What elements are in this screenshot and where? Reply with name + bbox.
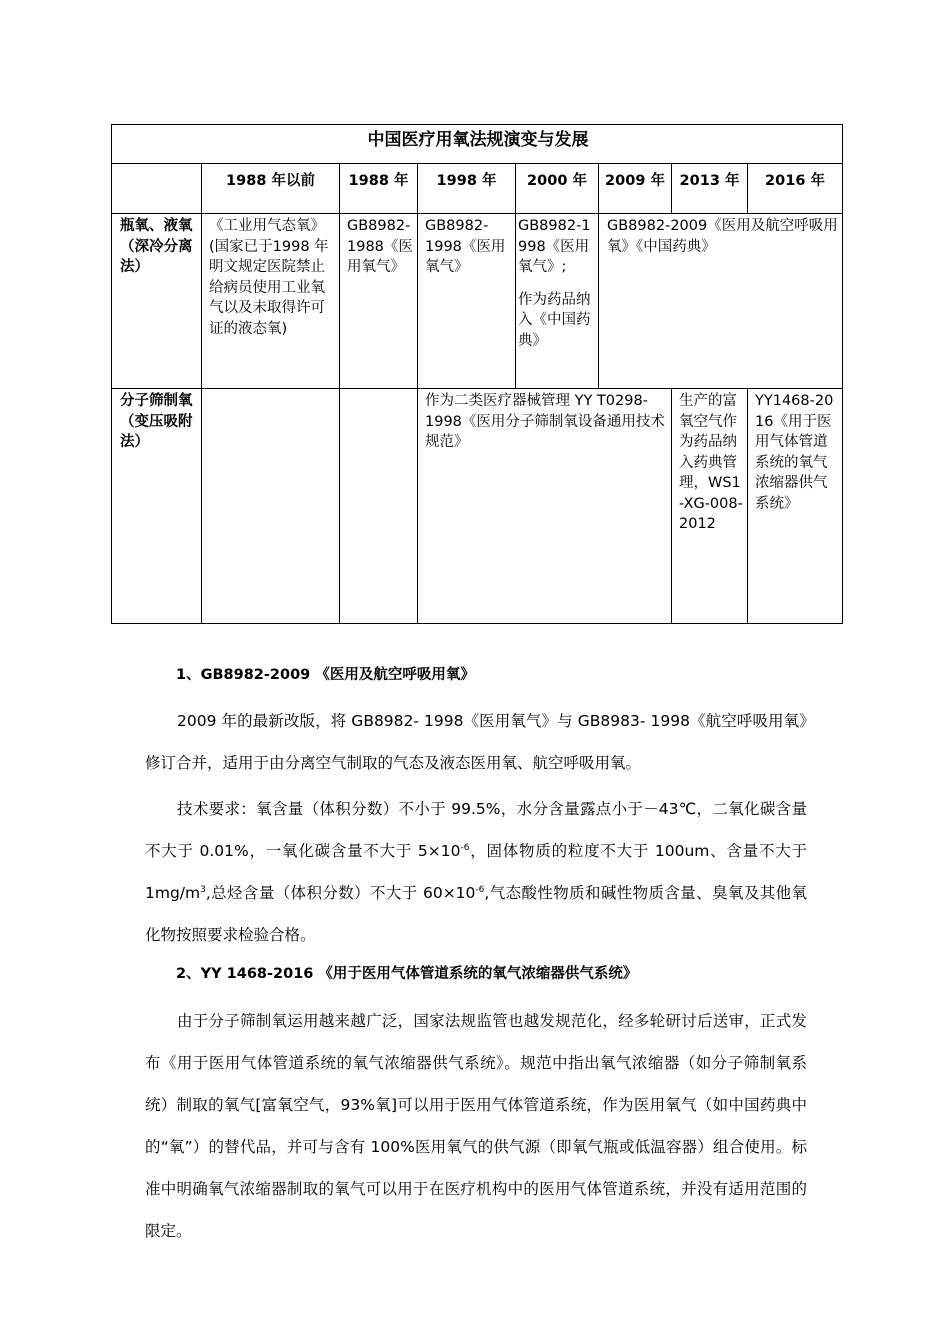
cell-pre1988: 《工业用气态氧》(国家已于1998 年明文规定医院禁止给病员使用工业氧气以及未取得许可证的液态氧) <box>209 218 329 337</box>
year-header: 2009 年 <box>605 173 665 189</box>
cell-1998: GB8982- 1998《医用氧气》 <box>425 218 506 275</box>
cell-2013: 生产的富氧空气作为药品纳入药典管理，WS1-XG-008-2012 <box>679 393 743 532</box>
row-head-molecular-sieve: 分子筛制氧（变压吸附法） <box>120 393 193 450</box>
spec-text: ,气态酸性物质和碱性物质含量、臭氧及其他氧化物按照要求检验合格。 <box>145 884 807 944</box>
spec-text: 技术要求：氧含量（体积分数）不小于 99.5%，水分含量露点小于－43℃，二氧化碳含量不大于 0.01%，一氧化碳含量不大于 5×10 <box>145 800 807 860</box>
spec-text: ,总烃含量（体积分数）不大于 60×10 <box>205 884 476 902</box>
cell-2000 <box>518 216 594 351</box>
year-header: 1998 年 <box>436 173 497 189</box>
cell-2016: YY1468-2016《用于医用气体管道系统的氧气浓缩器供气系统》 <box>755 393 834 512</box>
section1-paragraph1: 2009 年的最新改版，将 GB8982- 1998《医用氧气》与 GB8983- 1998《航空呼吸用氧》修订合并，适用于由分离空气制取的气态及液态医用氧、航空呼吸用氧。 <box>145 712 807 772</box>
spec-text: ，固体物质的粒度不大于 100um、含量不大于 1mg/m <box>145 842 807 902</box>
table-rule <box>417 163 418 624</box>
superscript: -6 <box>475 884 485 895</box>
table-rule <box>515 163 516 389</box>
section1-paragraph2 <box>145 788 807 956</box>
year-header: 2013 年 <box>679 173 740 189</box>
table-rule <box>112 163 842 164</box>
superscript: -6 <box>460 842 470 853</box>
table-title: 中国医疗用氧法规演变与发展 <box>367 130 589 150</box>
table-rule <box>112 213 842 214</box>
cell-2000-standard: GB8982-1998《医用氧气》; <box>518 218 591 275</box>
table-rule <box>747 388 748 624</box>
year-header: 1988 年以前 <box>226 173 315 189</box>
year-header: 2016 年 <box>765 173 825 189</box>
table-rule <box>671 388 672 624</box>
regulation-table <box>111 124 843 624</box>
table-rule <box>598 163 599 389</box>
superscript: 3 <box>200 884 206 895</box>
section2-paragraph1: 由于分子筛制氧运用越来越广泛，国家法规监管也越发规范化，经多轮研讨后送审，正式发布《用于医用气体管道系统的氧气浓缩器供气系统》。规范中指出氧气浓缩器（如分子筛制氧系统）制取的氧气[富氧空气，93%氧]可以用于医用气体管道系统，作为医用氧气（如中国药典中的“氧”）的替代品，并可与含有 100%医用氧气的供气源（即氧气瓶或低温容器）组合使用。标准中明确氧气浓缩器制取的氧气可以用于在医疗机构中的医用气体管道系统，并没有适用范围的限定。 <box>145 1012 807 1240</box>
year-header: 1988 年 <box>348 173 409 189</box>
cell-2000-pharmacopoeia: 作为药品纳入《中国药典》 <box>518 291 591 349</box>
table-rule <box>112 388 842 389</box>
section1-heading: 1、GB8982-2009 《医用及航空呼吸用氧》 <box>176 667 475 683</box>
section2-heading: 2、YY 1468-2016 《用于医用气体管道系统的氧气浓缩器供气系统》 <box>176 966 638 982</box>
row-head-bottled-oxygen: 瓶氧、液氧（深冷分离法） <box>120 218 193 275</box>
cell-2009-2016: GB8982-2009《医用及航空呼吸用氧》《中国药典》 <box>607 218 838 255</box>
cell-1998-device: 作为二类医疗器械管理 YY T0298-1998《医用分子筛制氧设备通用技术规范》 <box>425 393 665 450</box>
table-rule <box>201 163 202 624</box>
cell-1988: GB8982-1988《医用氧气》 <box>347 218 413 275</box>
year-header: 2000 年 <box>527 173 587 189</box>
table-rule <box>339 163 340 624</box>
